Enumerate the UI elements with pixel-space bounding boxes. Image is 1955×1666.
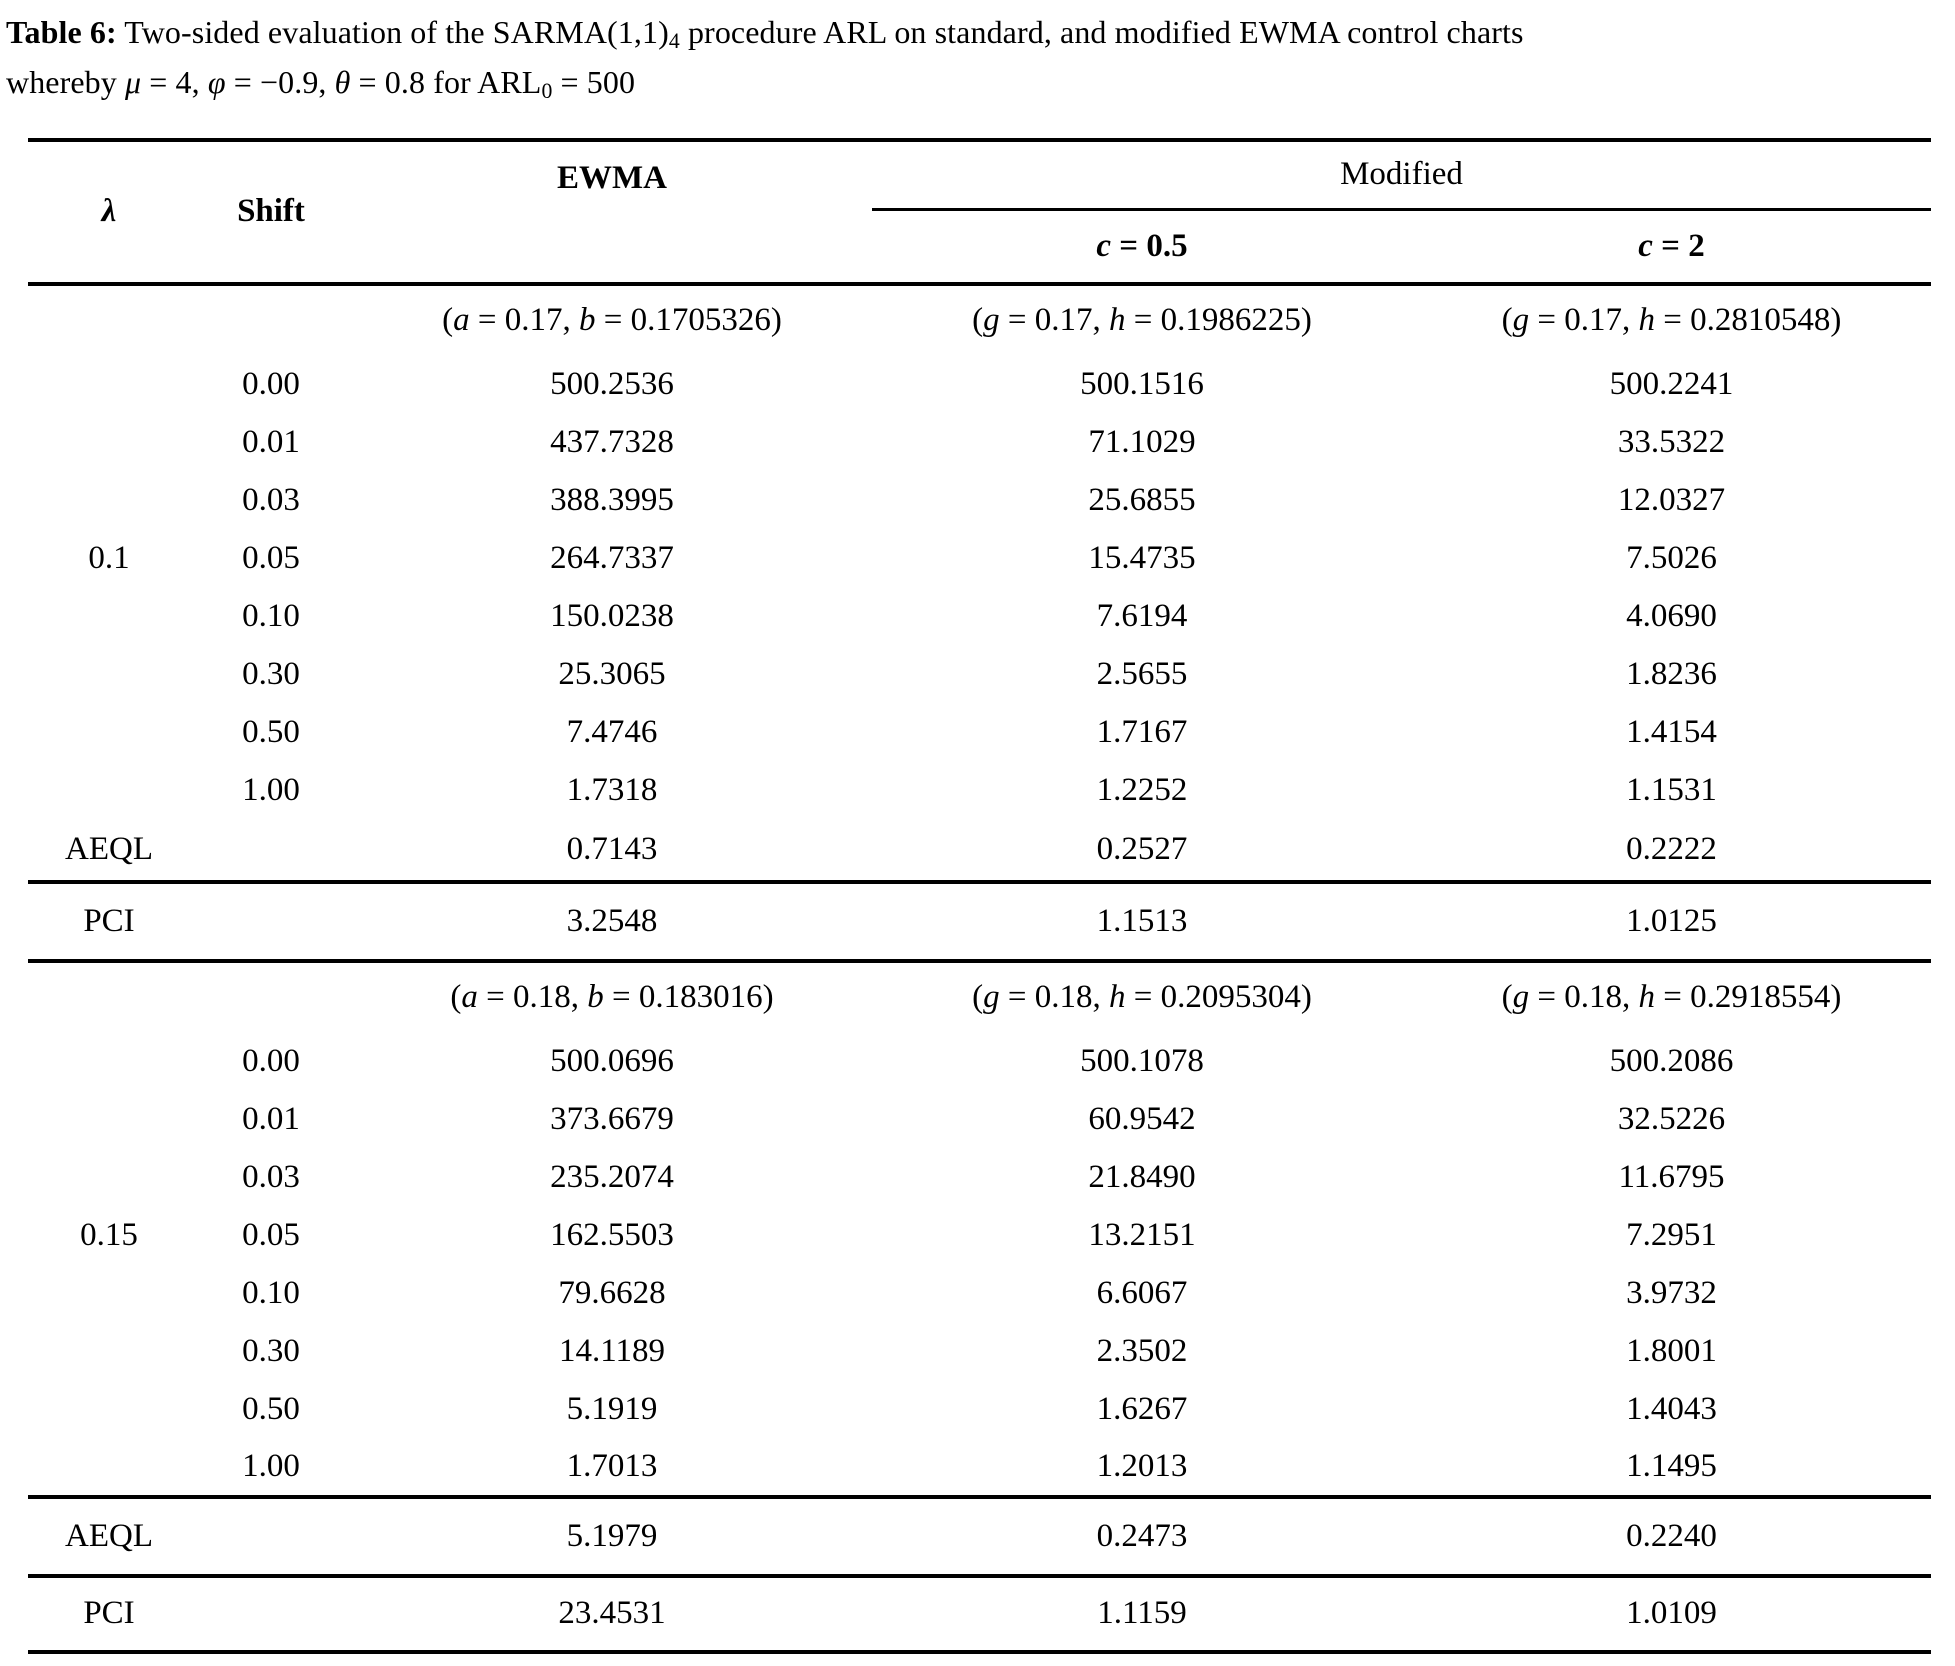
col-header-modified xyxy=(872,140,1931,210)
cell-ewma: 79.6628 xyxy=(558,1275,666,1312)
cell-c05: 1.2252 xyxy=(1096,772,1188,809)
aeql-row xyxy=(28,1497,1931,1576)
text-segment: = 0.18, xyxy=(1529,979,1639,1016)
text-segment: = 0.1986225) xyxy=(1125,302,1312,339)
pci-section-2 xyxy=(28,1576,1931,1652)
text-segment: b xyxy=(579,302,596,339)
block-lambda-0.15 xyxy=(28,961,1931,1497)
cell-param-ewma xyxy=(352,961,872,1033)
cell-lambda xyxy=(28,704,190,762)
cell-ewma: 162.5503 xyxy=(550,1217,674,1254)
cell-c05: 7.6194 xyxy=(1096,598,1188,635)
cell-c2: 1.4043 xyxy=(1626,1391,1717,1428)
cell-ewma: 1.7318 xyxy=(566,772,658,809)
cell-param-c05 xyxy=(872,961,1412,1033)
cell-lambda xyxy=(28,472,190,530)
cell-shift xyxy=(190,284,352,356)
cell-c2: 500.2241 xyxy=(1609,366,1734,403)
text-segment: = 0.1705326) xyxy=(595,302,782,339)
cell-shift: 0.05 xyxy=(242,1217,300,1254)
cell-shift: 1.00 xyxy=(242,772,300,809)
table-row xyxy=(28,1149,1931,1207)
cell-c05: 60.9542 xyxy=(1088,1101,1196,1138)
cell-lambda xyxy=(28,284,190,356)
cell-shift: 0.10 xyxy=(242,598,300,635)
text-segment: ( xyxy=(972,979,984,1016)
text-segment: procedure ARL on standard, and modified EWMA control charts xyxy=(679,14,1524,50)
cell-shift: 0.50 xyxy=(242,714,300,751)
cell-shift xyxy=(190,961,352,1033)
cell-ewma: 7.4746 xyxy=(566,714,658,751)
text-segment: b xyxy=(587,979,604,1016)
text-segment: g xyxy=(1512,302,1530,339)
cell-rowlabel-pci: PCI xyxy=(83,902,135,939)
cell-c2: 7.5026 xyxy=(1626,540,1717,577)
caption-line-1 xyxy=(6,12,1949,62)
text-segment: = 0.17, xyxy=(999,302,1109,339)
cell-rowlabel-aeql: AEQL xyxy=(65,831,153,868)
cell-c2: 0.2240 xyxy=(1626,1517,1717,1554)
cell-lambda xyxy=(28,414,190,472)
text-segment: = 0.8 for ARL xyxy=(350,63,542,100)
cell-shift: 0.00 xyxy=(242,366,300,403)
text-segment: θ xyxy=(334,63,351,100)
cell-lambda xyxy=(28,1323,190,1381)
text-segment: = 0.2810548) xyxy=(1655,302,1842,339)
text-segment: = 0.18, xyxy=(999,979,1109,1016)
cell-lambda xyxy=(28,762,190,820)
table-row xyxy=(28,762,1931,820)
cell-ewma: 388.3995 xyxy=(550,482,674,519)
table-row xyxy=(28,1381,1931,1439)
table-row xyxy=(28,1265,1931,1323)
cell-c05: 500.1516 xyxy=(1080,366,1204,403)
cell-shift: 0.01 xyxy=(242,1101,300,1138)
cell-c2: 1.0109 xyxy=(1626,1595,1717,1632)
cell-c2: 1.0125 xyxy=(1626,902,1717,939)
cell-lambda xyxy=(28,1091,190,1149)
cell-c2: 1.1495 xyxy=(1626,1448,1717,1485)
cell-lambda xyxy=(28,1439,190,1497)
cell-param-c2 xyxy=(1412,284,1931,356)
cell-c05: 1.7167 xyxy=(1096,714,1188,751)
cell-ewma: 5.1979 xyxy=(566,1517,658,1554)
table-row xyxy=(28,1323,1931,1381)
text-segment: = 0.2918554) xyxy=(1655,979,1842,1016)
cell-ewma: 500.2536 xyxy=(550,366,674,403)
cell-c2: 1.4154 xyxy=(1626,714,1717,751)
cell-lambda xyxy=(28,646,190,704)
cell-ewma: 14.1189 xyxy=(558,1333,666,1370)
text-segment: 4 xyxy=(668,28,680,53)
cell-ewma: 25.3065 xyxy=(558,656,666,693)
aeql-section-2 xyxy=(28,1497,1931,1576)
cell-shift: 0.30 xyxy=(242,656,300,693)
text-segment: ( xyxy=(450,979,462,1016)
cell-c05: 13.2151 xyxy=(1088,1217,1196,1254)
text-segment: Shift xyxy=(237,193,305,230)
table-row xyxy=(28,588,1931,646)
text-segment: h xyxy=(1638,979,1656,1016)
text-segment: ( xyxy=(972,302,984,339)
cell-c2: 7.2951 xyxy=(1626,1217,1717,1254)
text-segment: = 0.17, xyxy=(469,302,579,339)
cell-c2: 0.2222 xyxy=(1626,831,1717,868)
table-row xyxy=(28,356,1931,414)
cell-ewma: 3.2548 xyxy=(566,902,658,939)
cell-c2: 11.6795 xyxy=(1618,1159,1725,1196)
text-segment: h xyxy=(1109,302,1126,339)
text-segment: μ xyxy=(124,63,142,100)
cell-ewma: 0.7143 xyxy=(566,831,658,868)
text-segment: λ xyxy=(101,193,117,230)
table-caption xyxy=(0,0,1955,112)
cell-param-ewma xyxy=(352,284,872,356)
cell-shift xyxy=(190,1576,352,1652)
cell-ewma: 235.2074 xyxy=(550,1159,674,1196)
cell-c2: 32.5226 xyxy=(1617,1101,1726,1138)
cell-lambda-value: 0.15 xyxy=(80,1217,138,1254)
text-segment: = 0.2095304) xyxy=(1125,979,1312,1016)
cell-shift xyxy=(190,882,352,961)
cell-ewma: 5.1919 xyxy=(566,1391,658,1428)
text-segment: c xyxy=(1638,227,1653,264)
cell-shift: 0.03 xyxy=(242,1159,300,1196)
cell-c2: 1.8001 xyxy=(1626,1333,1717,1370)
pci-section-1 xyxy=(28,882,1931,961)
cell-ewma: 150.0238 xyxy=(550,598,674,635)
cell-shift: 0.01 xyxy=(242,424,300,461)
text-segment: c xyxy=(1096,227,1112,264)
table-row xyxy=(28,1033,1931,1091)
cell-ewma: 1.7013 xyxy=(566,1448,658,1485)
cell-shift: 0.00 xyxy=(242,1043,300,1080)
cell-ewma: 23.4531 xyxy=(558,1595,666,1632)
text-segment: = 2 xyxy=(1652,227,1705,264)
cell-c05: 2.3502 xyxy=(1096,1333,1188,1370)
block-lambda-0.1 xyxy=(28,284,1931,882)
text-segment: g xyxy=(983,302,1000,339)
cell-c05: 1.2013 xyxy=(1096,1448,1188,1485)
text-segment: ( xyxy=(1501,302,1513,339)
cell-ewma: 437.7328 xyxy=(550,424,674,461)
table-row xyxy=(28,1091,1931,1149)
cell-lambda xyxy=(28,1381,190,1439)
cell-ewma: 264.7337 xyxy=(550,540,674,577)
text-segment: = 4, xyxy=(141,63,208,100)
param-row xyxy=(28,961,1931,1033)
text-segment: = 0.18, xyxy=(477,979,588,1016)
cell-c05: 71.1029 xyxy=(1088,424,1196,461)
text-segment: whereby xyxy=(6,63,125,100)
cell-shift: 1.00 xyxy=(242,1448,300,1485)
cell-c2: 4.0690 xyxy=(1626,598,1717,635)
text-segment: ( xyxy=(442,302,454,339)
cell-c2: 33.5322 xyxy=(1617,424,1726,461)
cell-lambda xyxy=(28,1033,190,1091)
cell-lambda-value: 0.1 xyxy=(88,540,130,577)
cell-c05: 0.2473 xyxy=(1096,1517,1188,1554)
text-segment: Two-sided evaluation of the SARMA(1,1) xyxy=(116,14,669,50)
text-segment: = 0.17, xyxy=(1529,302,1639,339)
col-header-shift xyxy=(190,140,352,284)
cell-c05: 1.1159 xyxy=(1097,1595,1187,1632)
text-segment: a xyxy=(453,302,470,339)
cell-lambda xyxy=(28,961,190,1033)
cell-c05: 2.5655 xyxy=(1096,656,1188,693)
cell-ewma: 500.0696 xyxy=(550,1043,674,1080)
param-row xyxy=(28,284,1931,356)
cell-c05: 0.2527 xyxy=(1096,831,1188,868)
col-header-c05 xyxy=(872,210,1412,284)
cell-c2: 12.0327 xyxy=(1617,482,1726,519)
table-row xyxy=(28,414,1931,472)
text-segment: h xyxy=(1638,302,1656,339)
cell-shift xyxy=(190,820,352,882)
text-segment: = 0.5 xyxy=(1111,227,1188,264)
text-segment: ( xyxy=(1501,979,1513,1016)
table-row xyxy=(28,1207,1931,1265)
cell-c05: 25.6855 xyxy=(1088,482,1196,519)
table-row xyxy=(28,1439,1931,1497)
text-segment: Modified xyxy=(1340,156,1463,193)
cell-lambda xyxy=(28,1265,190,1323)
cell-c2: 500.2086 xyxy=(1609,1043,1734,1080)
cell-c05: 500.1078 xyxy=(1080,1043,1204,1080)
text-segment: g xyxy=(1512,979,1530,1016)
aeql-row xyxy=(28,820,1931,882)
cell-rowlabel-aeql: AEQL xyxy=(65,1517,153,1554)
text-segment: φ xyxy=(207,63,226,100)
cell-shift: 0.10 xyxy=(242,1275,300,1312)
col-header-ewma xyxy=(352,140,872,284)
cell-c05: 1.1513 xyxy=(1096,902,1188,939)
cell-lambda xyxy=(28,356,190,414)
pci-row xyxy=(28,1576,1931,1652)
cell-lambda xyxy=(28,588,190,646)
cell-c05: 6.6067 xyxy=(1096,1275,1188,1312)
text-segment: = −0.9, xyxy=(225,63,335,100)
cell-shift: 0.03 xyxy=(242,482,300,519)
cell-c2: 3.9732 xyxy=(1626,1275,1717,1312)
cell-rowlabel-pci: PCI xyxy=(83,1595,135,1632)
cell-shift: 0.30 xyxy=(242,1333,300,1370)
cell-shift: 0.05 xyxy=(242,540,300,577)
header-row-1 xyxy=(28,140,1931,210)
pci-row xyxy=(28,882,1931,961)
cell-shift xyxy=(190,1497,352,1576)
cell-c2: 1.1531 xyxy=(1626,772,1717,809)
cell-c05: 21.8490 xyxy=(1088,1159,1196,1196)
text-segment: a xyxy=(461,979,478,1016)
table-row xyxy=(28,530,1931,588)
cell-ewma: 373.6679 xyxy=(550,1101,674,1138)
text-segment: 0 xyxy=(541,78,553,103)
results-table xyxy=(28,138,1931,1654)
table-header xyxy=(28,140,1931,284)
cell-param-c2 xyxy=(1412,961,1931,1033)
table-row xyxy=(28,472,1931,530)
cell-lambda xyxy=(28,1149,190,1207)
cell-c05: 15.4735 xyxy=(1088,540,1196,577)
text-segment: = 0.183016) xyxy=(603,979,774,1016)
text-segment: h xyxy=(1109,979,1126,1016)
cell-shift: 0.50 xyxy=(242,1391,300,1428)
cell-c2: 1.8236 xyxy=(1626,656,1717,693)
text-segment: g xyxy=(983,979,1000,1016)
text-segment: EWMA xyxy=(557,159,667,196)
col-header-lambda xyxy=(28,140,190,284)
caption-line-2 xyxy=(6,62,1949,112)
text-segment: Table 6: xyxy=(6,14,117,50)
table-row xyxy=(28,704,1931,762)
col-header-c2 xyxy=(1412,210,1931,284)
text-segment: = 500 xyxy=(552,63,636,100)
cell-c05: 1.6267 xyxy=(1096,1391,1188,1428)
table-row xyxy=(28,646,1931,704)
cell-param-c05 xyxy=(872,284,1412,356)
